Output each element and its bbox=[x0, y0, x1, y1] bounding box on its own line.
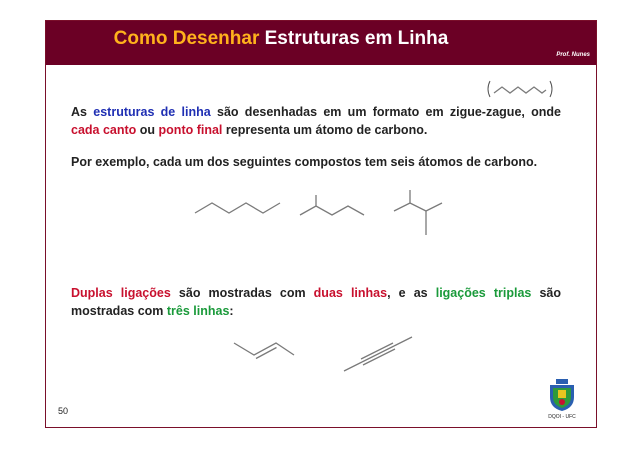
title-bar bbox=[46, 21, 596, 65]
methylpentane-structure bbox=[298, 193, 372, 221]
dimethylbutane-structure bbox=[392, 189, 448, 237]
zigzag-chain-bracket bbox=[484, 79, 556, 99]
paragraph-multiple-bonds: Duplas ligações são mostradas com duas linhas, e as ligações triplas são mostradas com três linhas: bbox=[71, 286, 561, 318]
slide-title bbox=[46, 28, 596, 50]
logo-caption: DQOI - UFC bbox=[548, 414, 576, 420]
term-each-corner: cada canto bbox=[71, 123, 137, 137]
term-three-lines: três linhas bbox=[166, 304, 230, 318]
term-end-point: ponto final bbox=[158, 123, 223, 137]
hexane-structure bbox=[194, 197, 284, 219]
paragraph-line-structures: As estruturas de linha são desenhadas em um formato em zigue-zague, onde cada canto ou ponto final representa um átomo de carbono. bbox=[71, 105, 562, 137]
author-label: Prof. Nunes bbox=[556, 52, 590, 58]
term-two-lines: duas linhas bbox=[313, 286, 388, 300]
triple-bond-structure bbox=[342, 331, 414, 373]
slide bbox=[45, 20, 597, 428]
paragraph-example: Por exemplo, cada um dos seguintes compostos tem seis átomos de carbono. bbox=[71, 155, 538, 169]
term-triple-bonds: ligações triplas bbox=[435, 286, 532, 300]
title-highlight: Como Desenhar bbox=[113, 28, 260, 49]
university-crest-icon bbox=[544, 377, 580, 413]
page-number: 50 bbox=[58, 406, 69, 416]
term-double-bonds: Duplas ligações bbox=[71, 286, 171, 300]
double-bond-structure bbox=[232, 339, 296, 361]
term-line-structures: estruturas de linha bbox=[93, 105, 211, 119]
title-rest: Estruturas em Linha bbox=[259, 28, 449, 49]
